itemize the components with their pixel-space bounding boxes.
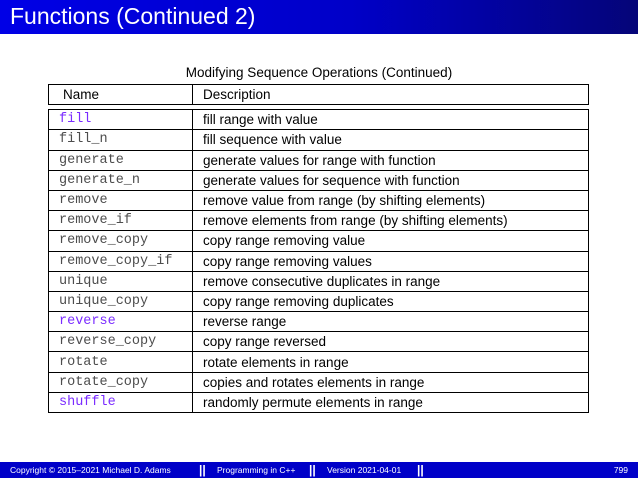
function-name-cell: reverse — [49, 312, 193, 332]
table-row — [49, 291, 589, 311]
function-description-cell: remove value from range (by shifting elements) — [193, 190, 589, 210]
function-description-cell: copies and rotates elements in range — [193, 372, 589, 392]
function-name-cell: remove_if — [49, 211, 193, 231]
footer-bar — [0, 462, 638, 478]
table-row — [49, 170, 589, 190]
function-description-cell: generate values for sequence with function — [193, 170, 589, 190]
function-name-cell: rotate — [49, 352, 193, 372]
table-row — [49, 352, 589, 372]
table-caption: Modifying Sequence Operations (Continued) — [185, 65, 453, 80]
function-description-cell: remove elements from range (by shifting elements) — [193, 211, 589, 231]
table-row — [49, 231, 589, 251]
footer-separator: || — [417, 463, 424, 477]
table-body — [49, 105, 589, 413]
function-name-cell: fill_n — [49, 130, 193, 150]
function-description-cell: randomly permute elements in range — [193, 392, 589, 412]
function-description-cell: rotate elements in range — [193, 352, 589, 372]
operations-table — [48, 84, 589, 413]
table-row — [49, 372, 589, 392]
function-description-cell: fill sequence with value — [193, 130, 589, 150]
title-bar — [0, 0, 638, 34]
function-name-cell: unique_copy — [49, 291, 193, 311]
table-row — [49, 190, 589, 210]
function-description-cell: reverse range — [193, 312, 589, 332]
function-description-cell: fill range with value — [193, 110, 589, 130]
footer-separator: || — [309, 463, 316, 477]
footer-copyright: Copyright © 2015–2021 Michael D. Adams — [10, 465, 171, 475]
footer-version: Version 2021-04-01 — [327, 465, 402, 475]
function-name-cell: rotate_copy — [49, 372, 193, 392]
table-row — [49, 110, 589, 130]
table-header-row — [49, 85, 589, 105]
table-row — [49, 332, 589, 352]
table-row — [49, 271, 589, 291]
function-name-cell: reverse_copy — [49, 332, 193, 352]
function-name-cell: remove_copy_if — [49, 251, 193, 271]
function-name-cell: generate — [49, 150, 193, 170]
function-name-cell: generate_n — [49, 170, 193, 190]
footer-page-number: 799 — [613, 465, 628, 475]
table-row — [49, 251, 589, 271]
slide-title: Functions (Continued 2) — [10, 3, 256, 29]
column-header-name: Name — [49, 85, 193, 105]
function-name-cell: shuffle — [49, 392, 193, 412]
table-row — [49, 150, 589, 170]
table-row — [49, 312, 589, 332]
table-row — [49, 211, 589, 231]
function-description-cell: copy range removing value — [193, 231, 589, 251]
function-name-cell: remove_copy — [49, 231, 193, 251]
function-name-cell: fill — [49, 110, 193, 130]
table-row — [49, 392, 589, 412]
footer-separator: || — [199, 463, 206, 477]
function-description-cell: copy range removing duplicates — [193, 291, 589, 311]
function-description-cell: generate values for range with function — [193, 150, 589, 170]
footer-course: Programming in C++ — [217, 465, 296, 475]
function-name-cell: remove — [49, 190, 193, 210]
column-header-description: Description — [193, 85, 589, 105]
function-description-cell: remove consecutive duplicates in range — [193, 271, 589, 291]
function-description-cell: copy range removing values — [193, 251, 589, 271]
function-name-cell: unique — [49, 271, 193, 291]
table-row — [49, 130, 589, 150]
function-description-cell: copy range reversed — [193, 332, 589, 352]
